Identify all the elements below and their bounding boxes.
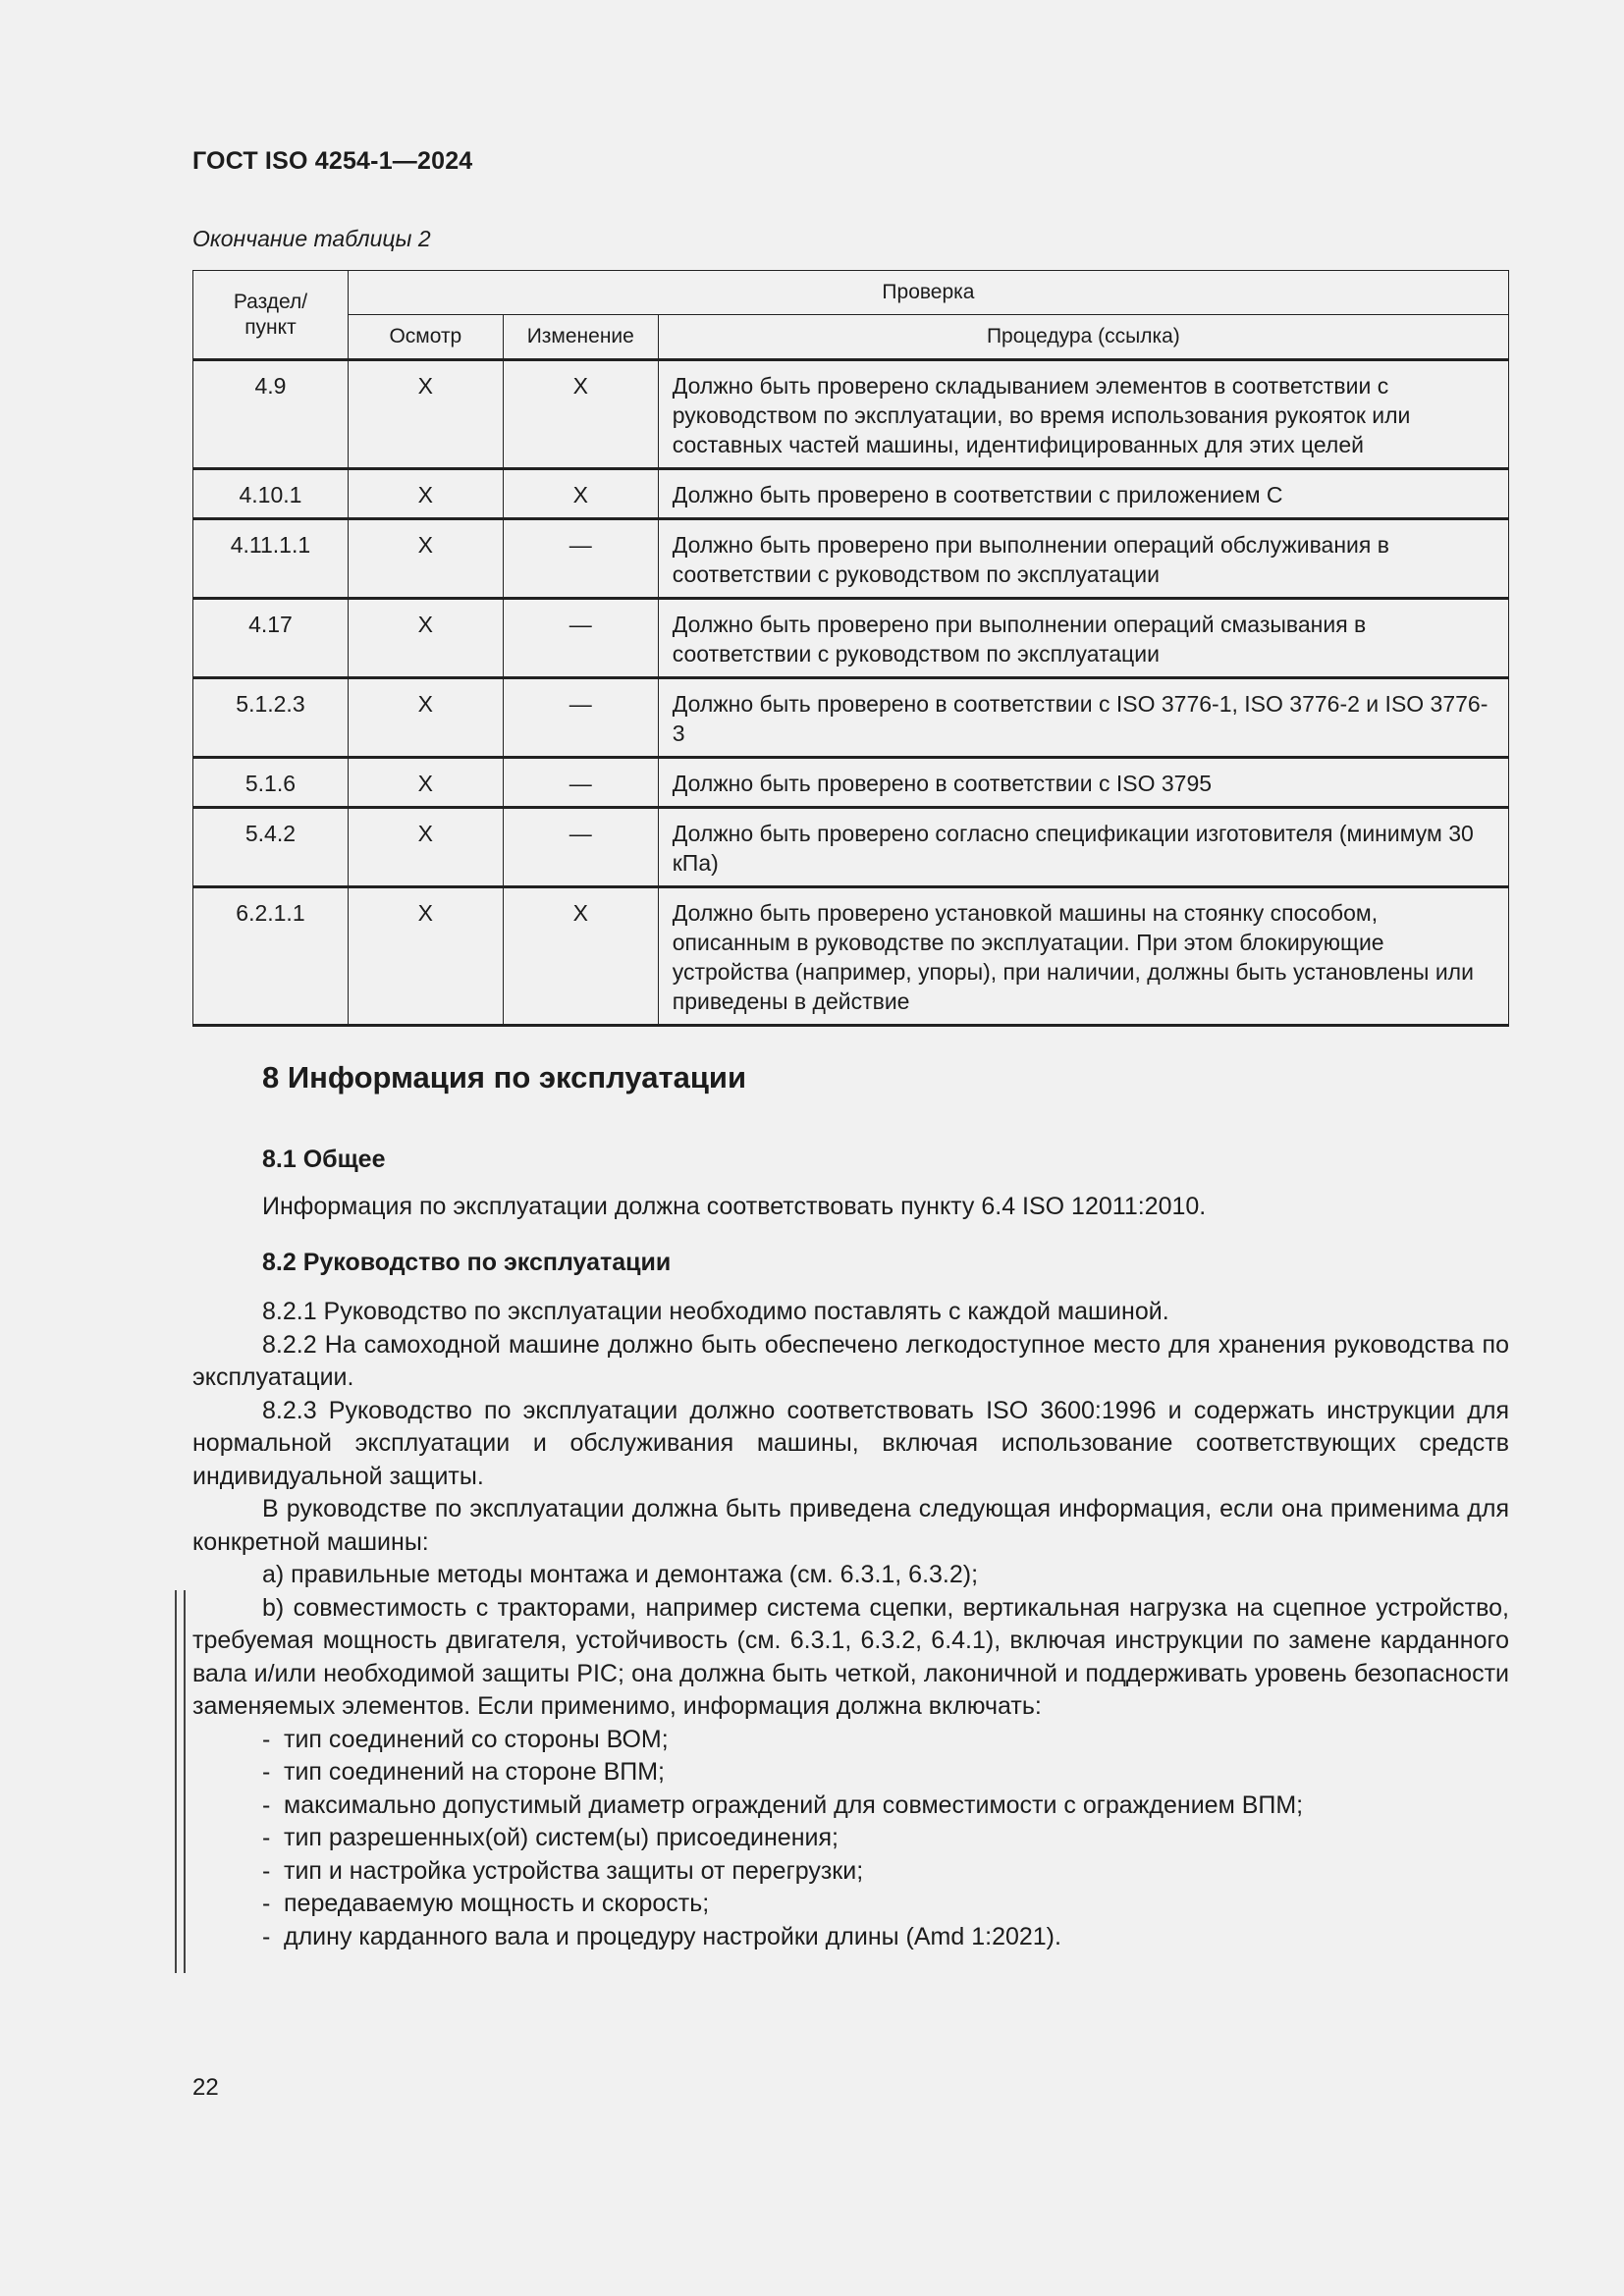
cell-section: 5.1.2.3: [193, 678, 349, 758]
list-item: - тип разрешенных(ой) систем(ы) присоединения;: [262, 1824, 839, 1851]
cell-measurement: —: [503, 519, 658, 599]
cell-procedure: Должно быть проверено в соответствии с ISO 3776-1, ISO 3776-2 и ISO 3776-3: [658, 678, 1508, 758]
table-row: [193, 887, 1509, 1026]
paragraph-info-intro: В руководстве по эксплуатации должна быть приведена следующая информация, если она применима для конкретной машины:: [192, 1495, 1509, 1556]
manual-section-body: [192, 1296, 1509, 1953]
cell-measurement: —: [503, 599, 658, 678]
general-paragraph: Информация по эксплуатации должна соответствовать пункту 6.4 ISO 12011:2010.: [262, 1193, 1207, 1220]
cell-inspection: X: [348, 887, 503, 1026]
table-row: [193, 678, 1509, 758]
table-row: [193, 360, 1509, 469]
cell-inspection: X: [348, 808, 503, 887]
cell-inspection: X: [348, 758, 503, 808]
cell-procedure: Должно быть проверено при выполнении операций смазывания в соответствии с руководством по эксплуатации: [658, 599, 1508, 678]
list-item-a: a) правильные методы монтажа и демонтажа (см. 6.3.1, 6.3.2);: [262, 1561, 979, 1588]
header-procedure: Процедура (ссылка): [658, 315, 1508, 360]
cell-inspection: X: [348, 360, 503, 469]
dash-list: [192, 1724, 1509, 1954]
cell-procedure: Должно быть проверено в соответствии с ISO 3795: [658, 758, 1508, 808]
cell-procedure: Должно быть проверено складыванием элементов в соответствии с руководством по эксплуатации, во время использования рукояток или составных частей машины, идентифицированных для этих целей: [658, 360, 1508, 469]
section-title: 8 Информация по эксплуатации: [262, 1060, 747, 1095]
page-number: 22: [192, 2074, 219, 2101]
cell-procedure: Должно быть проверено в соответствии с приложением С: [658, 469, 1508, 519]
cell-section: 4.11.1.1: [193, 519, 349, 599]
cell-procedure: Должно быть проверено согласно спецификации изготовителя (минимум 30 кПа): [658, 808, 1508, 887]
list-item-b: b) совместимость с тракторами, например система сцепки, вертикальная нагрузка на сцепное устройство, требуемая мощность двигателя, устойчивость (см. 6.3.1, 6.3.2, 6.4.1), включая инструкции по замене карданного вала и/или необходимой защиты PIC; она должна быть четкой, лаконичной и поддерживать уровень безопасности заменяемых элементов. Если применимо, информация должна включать:: [192, 1593, 1509, 1720]
header-section: Раздел/ пункт: [193, 271, 349, 360]
cell-section: 5.4.2: [193, 808, 349, 887]
paragraph-8-2-2: 8.2.2 На самоходной машине должно быть обеспечено легкодоступное место для хранения руководства по эксплуатации.: [192, 1330, 1509, 1391]
paragraph-8-2-3: 8.2.3 Руководство по эксплуатации должно соответствовать ISO 3600:1996 и содержать инструкции для нормальной эксплуатации и обслуживания машины, включая использование соответствующих средств индивидуальной защиты.: [192, 1396, 1509, 1490]
cell-section: 6.2.1.1: [193, 887, 349, 1026]
cell-inspection: X: [348, 599, 503, 678]
change-bar-marker: [175, 1590, 186, 1973]
cell-inspection: X: [348, 469, 503, 519]
header-check: Проверка: [348, 271, 1508, 315]
table-row: [193, 808, 1509, 887]
table-caption: Окончание таблицы 2: [192, 226, 431, 251]
document-id-header: ГОСТ ISO 4254-1—2024: [192, 147, 473, 175]
cell-section: 4.10.1: [193, 469, 349, 519]
table-row: [193, 599, 1509, 678]
cell-measurement: X: [503, 360, 658, 469]
list-item: - передаваемую мощность и скорость;: [262, 1890, 710, 1917]
list-item: - тип соединений на стороне ВПМ;: [262, 1758, 665, 1786]
cell-inspection: X: [348, 678, 503, 758]
verification-table: [192, 270, 1509, 1027]
cell-measurement: X: [503, 887, 658, 1026]
list-item: - длину карданного вала и процедуру настройки длины (Amd 1:2021).: [262, 1922, 1061, 1950]
list-item: - тип и настройка устройства защиты от перегрузки;: [262, 1856, 864, 1885]
subsection-title-general: 8.1 Общее: [262, 1146, 386, 1173]
cell-procedure: Должно быть проверено установкой машины на стоянку способом, описанным в руководстве по эксплуатации. При этом блокирующие устройства (например, упоры), при наличии, должны быть установлены или приведены в действие: [658, 887, 1508, 1026]
cell-procedure: Должно быть проверено при выполнении операций обслуживания в соответствии с руководством по эксплуатации: [658, 519, 1508, 599]
cell-measurement: —: [503, 678, 658, 758]
cell-measurement: —: [503, 808, 658, 887]
cell-section: 5.1.6: [193, 758, 349, 808]
cell-section: 4.17: [193, 599, 349, 678]
cell-measurement: X: [503, 469, 658, 519]
list-item: - максимально допустимый диаметр ограждений для совместимости с ограждением ВПМ;: [262, 1790, 1304, 1819]
cell-section: 4.9: [193, 360, 349, 469]
paragraph-8-2-1: 8.2.1 Руководство по эксплуатации необходимо поставлять с каждой машиной.: [262, 1298, 1169, 1325]
cell-inspection: X: [348, 519, 503, 599]
header-inspection: Осмотр: [348, 315, 503, 360]
list-item: - тип соединений со стороны ВОМ;: [262, 1725, 669, 1753]
table-row: [193, 519, 1509, 599]
table-row: [193, 758, 1509, 808]
header-measurement: Изменение: [503, 315, 658, 360]
subsection-title-manual: 8.2 Руководство по эксплуатации: [262, 1249, 672, 1276]
table-row: [193, 469, 1509, 519]
cell-measurement: —: [503, 758, 658, 808]
